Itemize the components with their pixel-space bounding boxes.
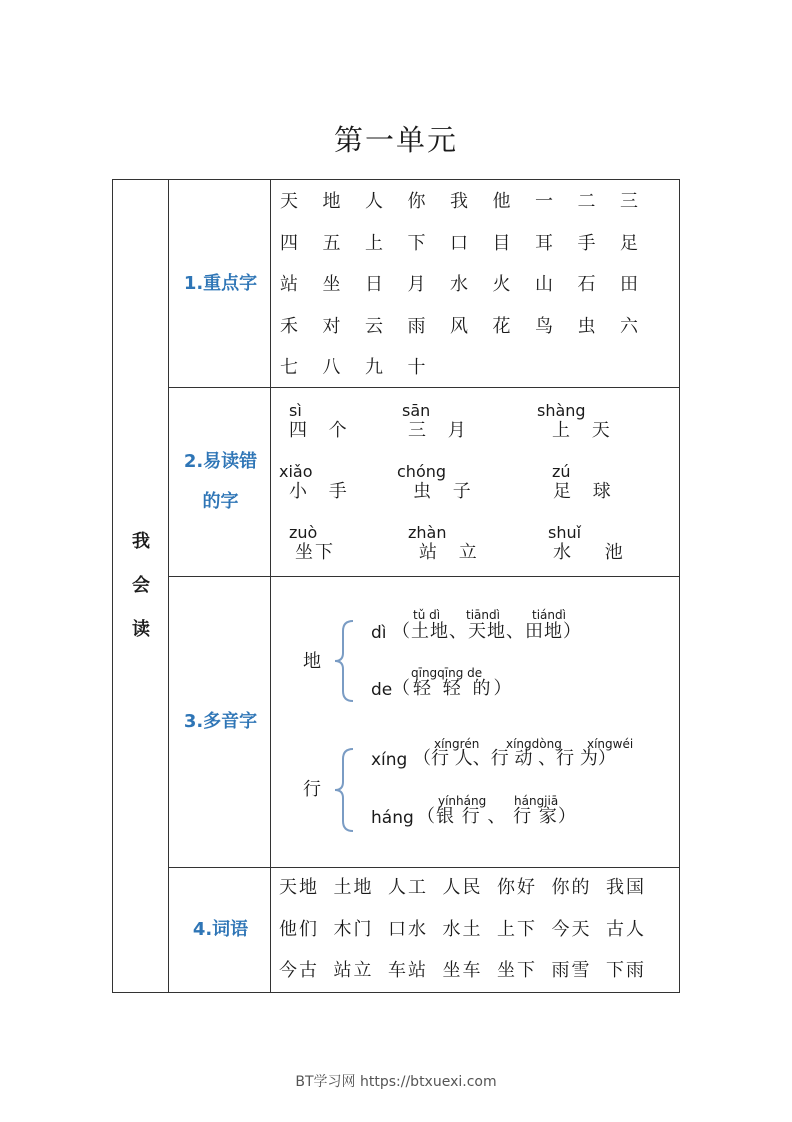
key-chars-row xyxy=(271,270,681,300)
easy-mistake-label-line2: 的字 xyxy=(202,491,239,512)
key-chars-row xyxy=(271,187,681,217)
key-char: 鸟 xyxy=(535,315,553,337)
key-char: 水 xyxy=(450,274,468,295)
vocab-word: 人工 xyxy=(388,877,428,898)
polyphone-label: 3.多音字 xyxy=(183,711,258,732)
section-label-key-chars xyxy=(170,180,271,387)
polyphone-grid xyxy=(271,577,681,867)
key-char: 日 xyxy=(365,274,383,295)
pinyin: chóng xyxy=(397,462,447,481)
reading-words: （轻 轻 的） xyxy=(392,678,515,699)
key-char: 花 xyxy=(492,315,511,337)
pinyin: xiǎo xyxy=(279,462,313,481)
key-char: 八 xyxy=(322,357,341,378)
pinyin: zú xyxy=(552,462,571,481)
reading-pinyin: xíng xyxy=(371,750,408,770)
key-char: 人 xyxy=(365,191,383,212)
key-chars-row xyxy=(271,353,681,383)
word-pinyin: hángjiā xyxy=(514,794,559,808)
vocab-word: 坐车 xyxy=(442,960,483,981)
polyphone-char: 地 xyxy=(303,651,321,672)
side-label-char: 我 xyxy=(132,531,150,552)
key-char: 雨 xyxy=(407,315,426,337)
word-pinyin: xíngwéi xyxy=(587,737,634,751)
vocab-word: 今天 xyxy=(551,918,592,940)
key-chars-label: 1.重点字 xyxy=(183,272,258,294)
key-char: 六 xyxy=(620,315,638,337)
word: 上 天 xyxy=(552,420,618,441)
key-char: 十 xyxy=(407,357,426,378)
word: 足 球 xyxy=(553,481,619,502)
key-char: 石 xyxy=(577,274,596,295)
easy-mistake-label-line1: 2.易读错 xyxy=(183,451,258,472)
key-char: 禾 xyxy=(280,315,298,337)
words-row xyxy=(271,956,681,986)
reading-pinyin: háng xyxy=(371,808,414,828)
word: 三 月 xyxy=(408,420,474,441)
left-brace-icon xyxy=(331,747,357,833)
words-row xyxy=(271,873,681,903)
side-label-char: 读 xyxy=(132,619,150,640)
words-label: 4.词语 xyxy=(192,919,249,940)
word: 坐下 xyxy=(295,542,335,563)
vocab-word: 木门 xyxy=(333,918,374,940)
word-pinyin: tiándì xyxy=(532,608,566,622)
vocab-word: 天地 xyxy=(279,877,319,898)
vocab-word: 今古 xyxy=(279,960,319,981)
word-pinyin: qīngqīng de xyxy=(411,666,483,680)
vocab-word: 上下 xyxy=(497,918,537,940)
key-char: 月 xyxy=(407,274,426,295)
word: 四 个 xyxy=(289,420,355,441)
side-label-cell xyxy=(113,180,169,992)
pinyin: shuǐ xyxy=(548,523,582,542)
reading-pinyin: de xyxy=(371,680,393,700)
key-char: 你 xyxy=(407,191,426,212)
key-char: 目 xyxy=(492,232,511,254)
easy-mistake-grid xyxy=(271,388,681,576)
vocab-word: 水土 xyxy=(442,918,483,940)
vocab-word: 你的 xyxy=(551,877,592,898)
key-char: 一 xyxy=(535,191,553,212)
key-char: 地 xyxy=(322,191,341,212)
word-pinyin: tǔ dì xyxy=(413,608,441,622)
footer-credit: BT学习网 https://btxuexi.com xyxy=(295,1074,497,1090)
vocab-word: 口水 xyxy=(388,918,428,940)
word: 水 池 xyxy=(553,542,637,563)
key-char: 他 xyxy=(492,191,511,212)
reading-words: （行 人、行 动 、行 为） xyxy=(413,748,616,769)
polyphone-char: 行 xyxy=(303,779,321,800)
key-char: 山 xyxy=(535,274,553,295)
word-pinyin: tiāndì xyxy=(466,608,500,622)
key-char: 坐 xyxy=(322,274,341,295)
vocab-word: 他们 xyxy=(279,918,319,940)
pinyin: shàng xyxy=(537,401,586,420)
key-char: 五 xyxy=(322,232,341,254)
vocab-word: 古人 xyxy=(606,918,646,940)
pinyin: sān xyxy=(402,401,431,420)
vocab-word: 坐下 xyxy=(497,960,537,981)
vocab-word: 土地 xyxy=(333,877,374,898)
vocab-word: 我国 xyxy=(606,877,646,898)
key-char: 风 xyxy=(450,315,468,337)
vocab-word: 雨雪 xyxy=(551,960,592,981)
key-char: 七 xyxy=(280,357,298,378)
vocab-word: 站立 xyxy=(333,960,374,981)
section-label-words xyxy=(170,868,271,992)
vocab-word: 你好 xyxy=(497,877,537,898)
words-row xyxy=(271,915,681,945)
key-char: 田 xyxy=(620,274,638,295)
reading-words: （土地、天地、田地） xyxy=(392,621,582,642)
key-char: 耳 xyxy=(535,232,553,254)
key-chars-row xyxy=(271,312,681,342)
key-char: 上 xyxy=(365,232,383,254)
key-char: 下 xyxy=(407,232,426,254)
vocab-word: 人民 xyxy=(442,877,483,898)
reading-words: （银 行 、 行 家） xyxy=(417,806,577,827)
key-chars-grid xyxy=(271,180,681,387)
key-char: 二 xyxy=(577,191,596,212)
key-char: 我 xyxy=(450,191,468,212)
key-char: 天 xyxy=(280,191,298,212)
pinyin: sì xyxy=(289,401,302,420)
word-pinyin: yínháng xyxy=(438,794,487,808)
vocab-word: 下雨 xyxy=(606,960,646,981)
left-brace-icon xyxy=(331,619,357,703)
key-char: 四 xyxy=(280,232,298,254)
side-label xyxy=(131,520,151,652)
pinyin: zuò xyxy=(289,523,318,542)
key-chars-row xyxy=(271,229,681,259)
word: 站 立 xyxy=(419,542,485,563)
key-char: 九 xyxy=(365,357,383,378)
key-char: 虫 xyxy=(577,315,596,337)
side-label-char: 会 xyxy=(132,575,150,596)
section-label-easy-mistake xyxy=(170,388,271,576)
reading-table xyxy=(112,179,680,993)
key-char: 足 xyxy=(620,232,638,254)
word: 虫 子 xyxy=(413,481,479,502)
key-char: 三 xyxy=(620,191,638,212)
words-grid xyxy=(271,868,681,992)
word-pinyin: xíngdòng xyxy=(506,737,562,751)
vocab-word: 车站 xyxy=(388,960,428,981)
key-char: 手 xyxy=(577,232,596,254)
key-char: 口 xyxy=(450,232,468,254)
word: 小 手 xyxy=(289,481,355,502)
key-char: 站 xyxy=(280,274,298,295)
page-title: 第一单元 xyxy=(333,123,458,157)
key-char: 云 xyxy=(365,315,383,337)
word-pinyin: xíngrén xyxy=(434,737,480,751)
key-char: 对 xyxy=(322,315,341,337)
key-char: 火 xyxy=(492,274,511,295)
reading-pinyin: dì xyxy=(371,623,387,643)
pinyin: zhàn xyxy=(408,523,447,542)
section-label-polyphone xyxy=(170,577,271,867)
